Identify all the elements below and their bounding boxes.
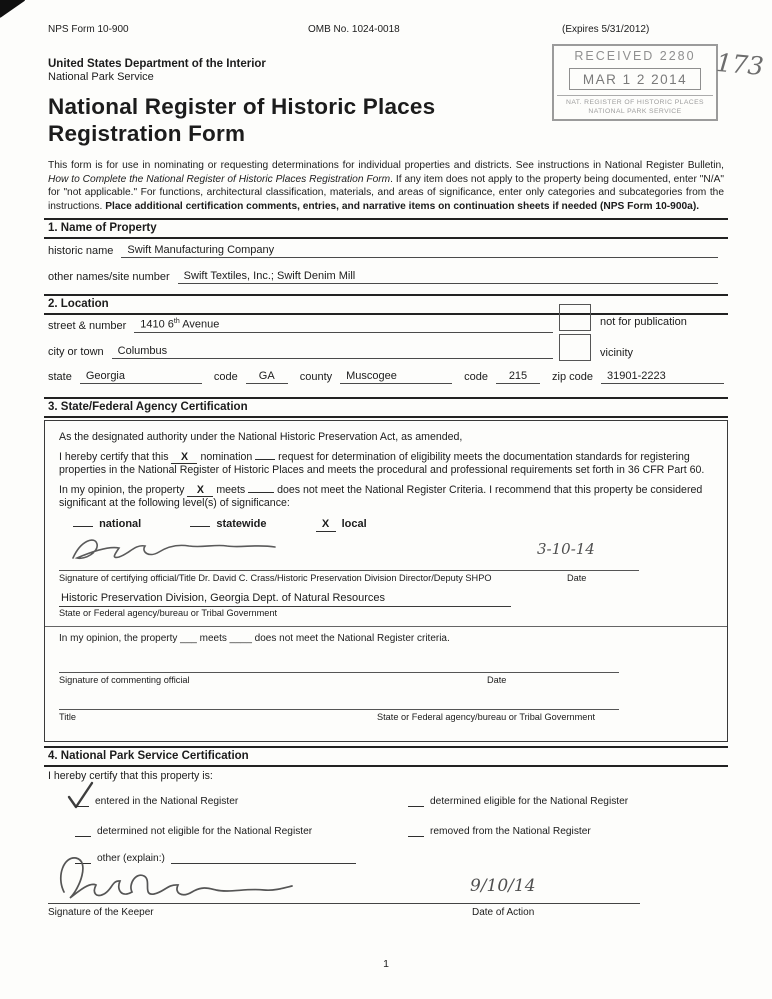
department-block [48,58,266,83]
city-row [48,345,553,359]
meets-blank: X [187,485,213,498]
option-determined-eligible [408,796,628,807]
title-caption-row [59,709,619,724]
instructions-bold-note: Place additional certification comments, entries, and narrative items on continuation sheets if needed (NPS Form 10-900a). [105,201,700,213]
national-blank [73,525,93,527]
stamp-org-line1: NAT. REGISTER OF HISTORIC PLACES [566,99,704,106]
historic-name-value: Swift Manufacturing Company [121,244,718,258]
street-value [134,318,553,333]
not-for-publication-checkbox [559,304,591,331]
stamp-date: MAR 1 2 2014 [569,68,701,90]
commenting-date-caption: Date [487,675,507,686]
form-instructions [48,159,724,214]
does-not-meet-blank [248,491,274,493]
state-label: state [48,371,72,383]
statewide-label: statewide [216,517,267,530]
title-caption: Title [59,712,77,722]
other-names-label: other names/site number [48,271,170,283]
entered-blank [75,805,89,807]
certifying-caption-row [59,570,639,585]
determined-eligible-label: determined eligible for the National Register [430,796,629,807]
certifying-date-handwritten: 3-10-14 [537,539,595,558]
section-1-heading: 1. Name of Property [44,218,728,239]
instructions-part1: This form is for use in nominating or requesting determinations for individual properties and districts. See instructions in National Register Bulletin, [48,160,724,171]
opinion-paragraph [59,484,713,511]
street-number: 1410 6 [140,318,174,331]
certify-text-c: request for determination of eligibility meets the documentation standards for registering properties in the National Register of Historic Places and meets the procedural and professional requirements set forth in 36 CFR Part 60. [59,450,705,477]
section-4-heading: 4. National Park Service Certification [44,746,728,767]
certification-box [44,420,728,742]
certify-paragraph [59,451,713,478]
significance-levels [73,517,713,532]
local-blank: X [316,519,336,532]
state-value: Georgia [80,370,202,384]
determined-not-eligible-label: determined not eligible for the National Register [97,826,313,837]
street-label: street & number [48,319,127,332]
agency-caption-2: State or Federal agency/bureau or Tribal Government [377,712,596,722]
zip-value: 31901-2223 [601,370,724,384]
removed-label: removed from the National Register [430,826,591,837]
stamp-received-text: RECEIVED 2280 [574,49,696,63]
state-agency-value: Historic Preservation Division, Georgia Dept. of Natural Resources [59,591,511,607]
zip-label: zip code [552,371,593,383]
received-stamp [552,44,718,121]
option-removed [408,826,591,837]
other-names-value: Swift Textiles, Inc.; Swift Denim Mill [178,270,718,284]
state-code-value: GA [246,370,288,384]
department-name: United States Department of the Interior [48,58,266,70]
instructions-bulletin-title: How to Complete the National Register of Historic Places Registration Form [48,173,391,185]
form-number: NPS Form 10-900 [48,24,129,35]
opinion-text-c: does not meet the National Register Criteria. I recommend that this property be considered significant at the following level(s) of significance: [59,483,703,510]
agency-name: National Park Service [48,71,154,83]
statewide-blank [190,525,210,527]
form-title [48,94,435,147]
removed-blank [408,835,424,837]
opinion-text-a: In my opinion, the property [59,483,185,496]
action-date-handwritten: 9/10/14 [470,876,536,896]
form-title-line1: National Register of Historic Places [48,94,436,119]
certifying-signature-caption: Signature of certifying official/Title Dr. David C. Crass/Historic Preservation Division Director/Deputy SHPO [59,572,492,583]
national-label: national [99,517,142,530]
expires-note: (Expires 5/31/2012) [562,24,650,35]
authority-paragraph: As the designated authority under the National Historic Preservation Act, as amended, [59,431,463,443]
keeper-caption-row [48,903,640,918]
nomination-blank: X [171,452,197,465]
county-code-value: 215 [496,370,540,384]
keeper-caption: Signature of the Keeper [48,907,154,918]
handwritten-index-number: 173 [714,47,765,82]
historic-name-label: historic name [48,245,114,257]
date-caption: Date [567,572,587,583]
determined-eligible-blank [408,805,424,807]
commenting-signature-caption: Signature of commenting official [59,675,190,686]
section-3-heading: 3. State/Federal Agency Certification [44,397,728,418]
state-agency-caption: State or Federal agency/bureau or Tribal Government [59,607,278,618]
option-entered [75,796,238,807]
keeper-signature [50,848,300,910]
street-name: Avenue [179,318,220,331]
street-row [48,318,553,333]
opinion-text-b: meets [216,483,246,496]
certifying-signature-area [59,534,713,570]
omb-number: OMB No. 1024-0018 [308,24,400,35]
vicinity-label: vicinity [600,347,634,359]
page-number: 1 [383,958,389,970]
county-value: Muscogee [340,370,452,384]
county-label: county [299,371,333,383]
county-code-label: code [464,371,488,383]
other-label: other (explain:) [97,853,165,864]
vicinity-checkbox [559,334,591,361]
form-title-line2: Registration Form [48,120,246,146]
local-label: local [341,517,367,530]
other-names-row [48,270,718,284]
not-for-publication-label: not for publication [600,316,687,328]
nps-cert-intro: I hereby certify that this property is: [48,770,213,782]
scan-artifact [0,0,25,18]
state-code-label: code [213,371,238,383]
option-determined-not-eligible [75,826,312,837]
stamp-org [557,95,713,116]
date-of-action-caption: Date of Action [472,907,535,918]
city-value: Columbus [112,345,553,359]
determined-not-eligible-blank [75,835,91,837]
stamp-org-line2: NATIONAL PARK SERVICE [588,108,682,116]
city-label: city or town [48,346,104,358]
commenting-opinion: In my opinion, the property ___ meets ____ does not meet the National Register criteria. [59,633,450,645]
certifying-official-signature [65,532,295,568]
commenting-caption-row [59,672,619,687]
request-blank [255,458,275,460]
street-ordinal: th [173,318,180,325]
state-row [48,370,724,384]
entered-label: entered in the National Register [95,796,239,807]
certify-text-a: I hereby certify that this [59,450,169,463]
certification-divider [45,626,727,627]
historic-name-row [48,244,718,258]
state-agency-line [59,591,713,607]
instructions-part2: . If any item does not apply to the property being documented, enter "N/A" for "not applicable." For functions, architectural classification, materials, and areas of significance, enter only categories and subcategories from the instructions. [48,173,724,213]
section-2-heading: 2. Location [44,294,728,315]
certify-text-b: nomination [200,450,253,463]
